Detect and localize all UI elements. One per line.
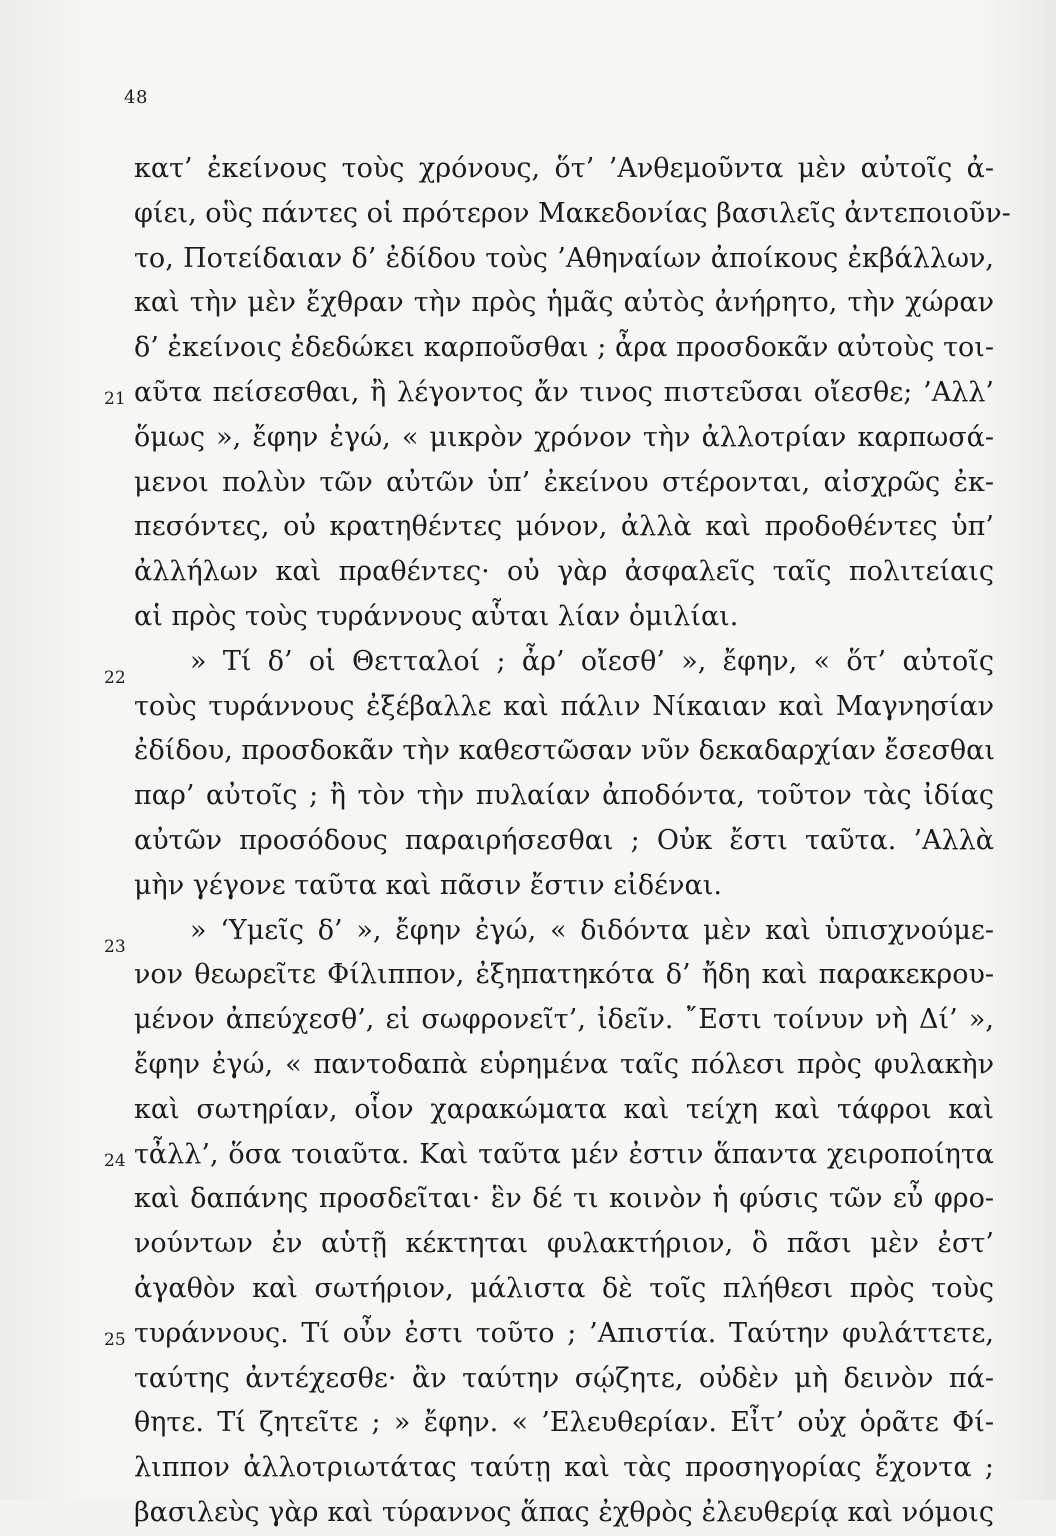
text-line [0,281,1056,326]
line-text: τοὺς τυράννους ἐξέβαλλε καὶ πάλιν Νίκαιαν καὶ Μαγνησίαν [134,690,994,722]
text-line [0,1312,1056,1357]
section-number: 21 [104,388,126,409]
line-text: ἐδίδου, προσδοκᾶν τὴν καθεστῶσαν νῦν δεκαδαρχίαν ἔσεσθαι [134,735,995,767]
text-line [0,1491,1056,1536]
line-text: δ’ ἐκείνοις ἐδεδώκει καρποῦσθαι ; ἆρα προσδοκᾶν αὐτοὺς τοι- [134,332,994,364]
line-text: καὶ τὴν μὲν ἔχθραν τὴν πρὸς ἡμᾶς αὐτὸς ἀνήρητο, τὴν χώραν [134,287,994,319]
text-line [0,237,1056,282]
line-text: μένον ἀπεύχεσθ’, εἰ σωφρονεῖτ’, ἰδεῖν. ῎Εστι τοίνυν νὴ Δί’ », [134,1004,994,1036]
text-line [0,1177,1056,1222]
line-text: πεσόντες, οὐ κρατηθέντες μόνον, ἀλλὰ καὶ προδοθέντες ὑπ’ [134,511,994,543]
line-text: ταύτης ἀντέχεσθε· ἂν ταύτην σῴζητε, οὐδὲν μὴ δεινὸν πά- [134,1362,994,1394]
line-text: θητε. Τί ζητεῖτε ; » ἔφην. « ’Ελευθερίαν. Εἶτ’ οὐχ ὁρᾶτε Φί- [134,1407,994,1439]
text-line [0,416,1056,461]
greek-text-body [0,147,1056,1536]
text-line [0,685,1056,730]
line-text: τυράννους. Τί οὖν ἐστι τοῦτο ; ’Απιστία. Ταύτην φυλάττετε, [134,1317,994,1349]
section-number: 24 [104,1150,126,1171]
line-text: ἔφην ἐγώ, « παντοδαπὰ εὑρημένα ταῖς πόλεσι πρὸς φυλακὴν [134,1048,994,1080]
line-text: νον θεωρεῖτε Φίλιππον, ἐξηπατηκότα δ’ ἤδη καὶ παρακεκρου- [134,959,994,991]
line-text: νούντων ἐν αὑτῇ κέκτηται φυλακτήριον, ὃ πᾶσι μὲν ἐστ’ [134,1228,994,1260]
text-line [0,1088,1056,1133]
text-line [0,147,1056,192]
line-text: το, Ποτείδαιαν δ’ ἐδίδου τοὺς ’Αθηναίων ἀποίκους ἐκβάλλων, [134,242,994,274]
text-line [0,1446,1056,1491]
line-text: φίει, οὓς πάντες οἱ πρότερον Μακεδονίας βασιλεῖς ἀντεποιοῦν- [134,197,1011,229]
text-line [0,371,1056,416]
text-line [0,1401,1056,1446]
page-number: 48 [124,87,148,108]
line-text: αὐτῶν προσόδους παραιρήσεσθαι ; Οὐκ ἔστι ταῦτα. ’Αλλὰ [134,824,994,856]
text-line [0,1043,1056,1088]
text-line [0,909,1056,957]
text-line [0,998,1056,1043]
line-text: λιππον ἀλλοτριωτάτας ταύτῃ καὶ τὰς προσηγορίας ἔχοντα ; [134,1452,994,1484]
line-text: κατ’ ἐκείνους τοὺς χρόνους, ὅτ’ ’Ανθεμοῦντα μὲν αὐτοῖς ἀ- [134,153,994,184]
line-text: μενοι πολὺν τῶν αὐτῶν ὑπ’ ἐκείνου στέρονται, αἰσχρῶς ἐκ- [134,466,994,498]
text-line [0,192,1056,237]
text-line [0,1267,1056,1312]
line-text: βασιλεὺς γὰρ καὶ τύραννος ἅπας ἐχθρὸς ἐλευθερίᾳ καὶ νόμοις [134,1496,994,1528]
line-text: ἀλλήλων καὶ πραθέντες· οὐ γὰρ ἀσφαλεῖς ταῖς πολιτείαις [134,556,994,588]
text-line [0,550,1056,595]
text-line [0,326,1056,371]
section-number: 25 [104,1329,126,1350]
line-text: αἱ πρὸς τοὺς τυράννους αὗται λίαν ὁμιλίαι. [134,600,739,632]
text-line [0,774,1056,819]
line-text: μὴν γέγονε ταῦτα καὶ πᾶσιν ἔστιν εἰδέναι. [134,869,722,901]
line-text: αῦτα πείσεσθαι, ἢ λέγοντος ἄν τινος πιστεῦσαι οἴεσθε; ’Αλλ’ [134,376,994,408]
text-line [0,505,1056,550]
line-text: παρ’ αὐτοῖς ; ἢ τὸν τὴν πυλαίαν ἀποδόντα, τοῦτον τὰς ἰδίας [134,780,994,812]
text-line [0,729,1056,774]
text-line [0,1222,1056,1267]
line-text: καὶ δαπάνης προσδεῖται· ἓν δέ τι κοινὸν ἡ φύσις τῶν εὖ φρο- [134,1183,994,1215]
line-text: τἆλλ’, ὅσα τοιαῦτα. Καὶ ταῦτα μέν ἐστιν ἅπαντα χειροποίητα [134,1138,994,1170]
line-text: ὅμως », ἔφην ἐγώ, « μικρὸν χρόνον τὴν ἀλλοτρίαν καρπωσά- [134,421,994,453]
text-line [0,953,1056,998]
section-number: 23 [104,936,126,957]
text-line [0,640,1056,688]
text-line [0,595,1056,640]
text-line [0,864,1056,909]
text-line [0,461,1056,506]
line-text: ἀγαθὸν καὶ σωτήριον, μάλιστα δὲ τοῖς πλήθεσι πρὸς τοὺς [134,1272,994,1304]
line-text: » Τί δ’ οἱ Θετταλοί ; ἆρ’ οἴεσθ’ », ἔφην, « ὅτ’ αὐτοῖς [190,645,994,677]
text-line [0,1357,1056,1402]
text-line [0,1133,1056,1178]
section-number: 22 [104,667,126,688]
text-line [0,819,1056,864]
line-text: καὶ σωτηρίαν, οἷον χαρακώματα καὶ τείχη καὶ τάφροι καὶ [134,1093,994,1125]
line-text: » ‘Υμεῖς δ’ », ἔφην ἐγώ, « διδόντα μὲν καὶ ὑπισχνούμε- [190,914,994,946]
